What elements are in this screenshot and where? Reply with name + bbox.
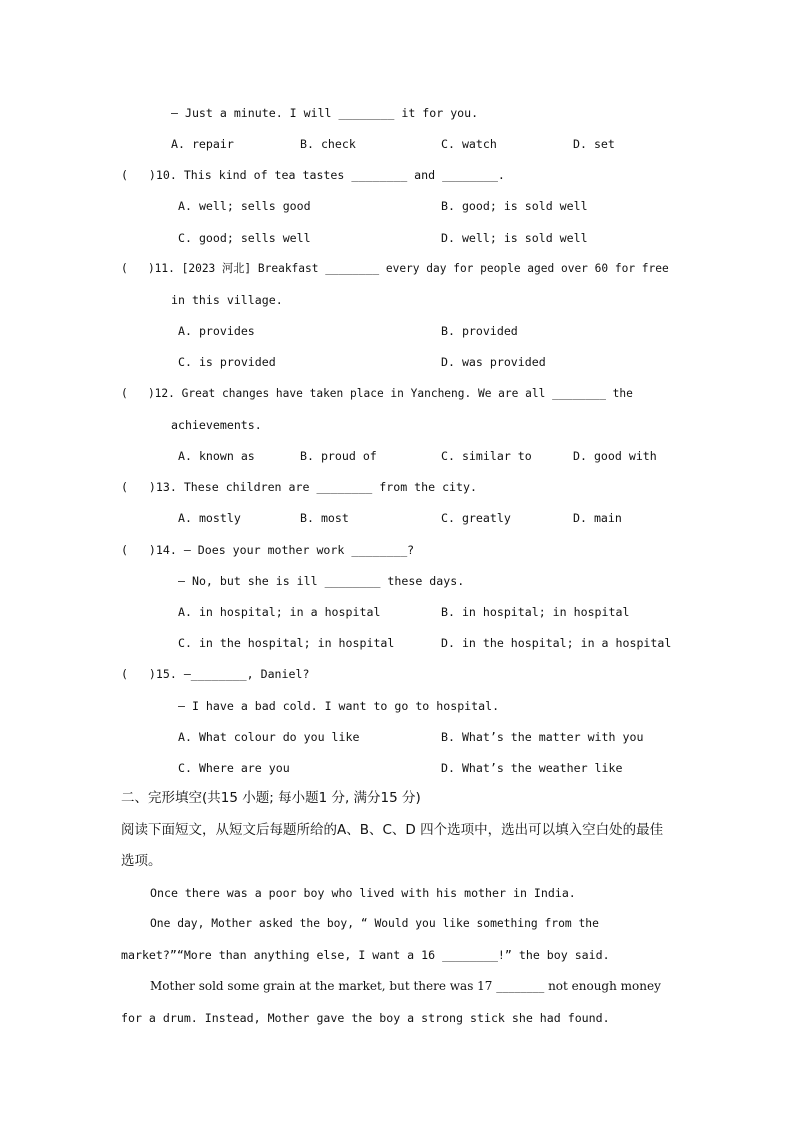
- q10-option-a: A. well; sells good: [178, 199, 311, 213]
- passage-paragraph-3-line2: for a drum. Instead, Mother gave the boy a strong stick she had found.: [121, 1011, 610, 1025]
- q12-stem: ( )12. Great changes have taken place in Yancheng. We are all ________ the: [121, 387, 633, 400]
- q13-stem: ( )13. These children are ________ from the city.: [121, 480, 477, 494]
- q10-option-b: B. good; is sold well: [441, 199, 588, 213]
- q9-option-d: D. set: [573, 137, 615, 151]
- section-instruction-line2: 选项。: [121, 853, 162, 869]
- passage-paragraph-2-line1: One day, Mother asked the boy, “ Would you like something from the: [150, 917, 599, 930]
- q13-option-b: B. most: [300, 511, 349, 525]
- q15-option-d: D. What’s the weather like: [441, 761, 623, 775]
- q15-option-b: B. What’s the matter with you: [441, 730, 644, 744]
- q9-reply: — Just a minute. I will ________ it for you.: [171, 106, 479, 120]
- section-heading: 二、完形填空(共15 小题; 每小题1 分, 满分15 分): [121, 790, 421, 806]
- q13-option-c: C. greatly: [441, 511, 511, 525]
- q15-option-c: C. Where are you: [178, 761, 290, 775]
- q14-option-a: A. in hospital; in a hospital: [178, 605, 381, 619]
- passage-paragraph-2-line2: market?”“More than anything else, I want a 16 ________!” the boy said.: [121, 948, 610, 962]
- q14-option-b: B. in hospital; in hospital: [441, 605, 630, 619]
- section-instruction-line1: 阅读下面短文，从短文后每题所给的A、B、C、D 四个选项中，选出可以填入空白处的最佳: [121, 822, 664, 838]
- q10-stem: ( )10. This kind of tea tastes ________ and ________.: [121, 168, 505, 182]
- q14-option-c: C. in the hospital; in hospital: [178, 636, 395, 650]
- q13-option-a: A. mostly: [178, 511, 241, 525]
- q11-option-b: B. provided: [441, 324, 518, 338]
- q12-option-b: B. proud of: [300, 449, 377, 463]
- q14-option-d: D. in the hospital; in a hospital: [441, 636, 672, 650]
- q15-option-a: A. What colour do you like: [178, 730, 360, 744]
- q10-option-c: C. good; sells well: [178, 231, 311, 245]
- q11-option-d: D. was provided: [441, 355, 546, 369]
- q11-option-c: C. is provided: [178, 355, 276, 369]
- q9-option-c: C. watch: [441, 137, 497, 151]
- q11-stem: ( )11. [2023 河北] Breakfast ________ every day for people aged over 60 for free: [121, 262, 669, 275]
- q13-option-d: D. main: [573, 511, 622, 525]
- q9-option-b: B. check: [300, 137, 356, 151]
- q12-option-a: A. known as: [178, 449, 255, 463]
- q11-stem-continued: in this village.: [171, 293, 283, 307]
- q14-reply: — No, but she is ill ________ these days.: [178, 574, 465, 588]
- q11-option-a: A. provides: [178, 324, 255, 338]
- q10-option-d: D. well; is sold well: [441, 231, 588, 245]
- passage-paragraph-3-line1: Mother sold some grain at the market, but there was 17 ________ not enough money: [150, 979, 661, 993]
- q9-option-a: A. repair: [171, 137, 234, 151]
- q12-stem-continued: achievements.: [171, 418, 262, 432]
- q14-stem: ( )14. — Does your mother work ________?: [121, 543, 415, 557]
- q12-option-d: D. good with: [573, 449, 657, 463]
- passage-paragraph-1: Once there was a poor boy who lived with his mother in India.: [150, 886, 576, 900]
- q15-reply: — I have a bad cold. I want to go to hospital.: [178, 699, 500, 713]
- q12-option-c: C. similar to: [441, 449, 532, 463]
- q15-stem: ( )15. —________, Daniel?: [121, 667, 310, 681]
